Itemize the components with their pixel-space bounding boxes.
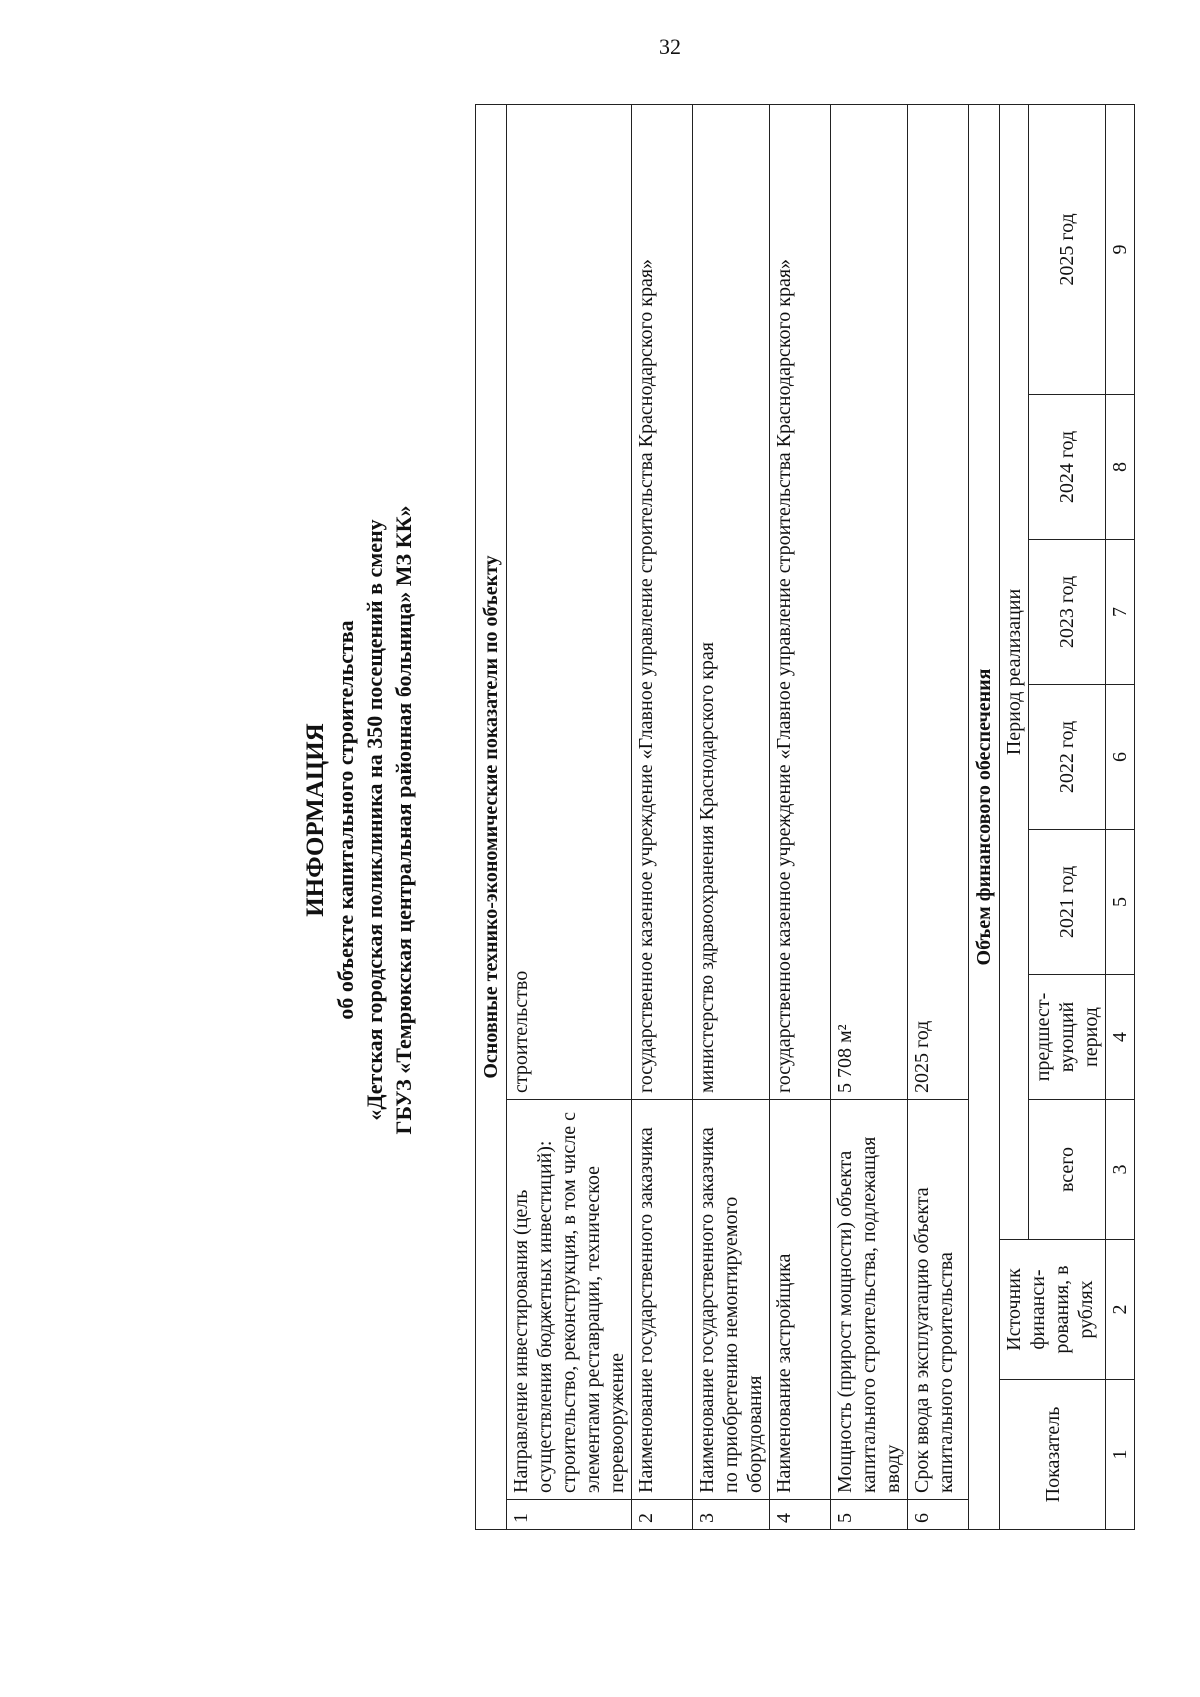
row-number: 4 [770, 1500, 831, 1530]
column-number: 9 [1106, 104, 1135, 394]
header-year-2025: 2025 год [1029, 104, 1106, 394]
column-number: 1 [1106, 1380, 1135, 1530]
document-title [300, 80, 450, 1560]
row-label: Наименование застройщика [770, 1100, 831, 1500]
row-number: 1 [507, 1500, 632, 1530]
title-line-3: ГБУЗ «Темрюкская центральная районная больница» МЗ КК» [391, 505, 416, 1135]
row-value: государственное казенное учреждение «Главное управление строительства Краснодарского края» [770, 104, 831, 1099]
column-number: 2 [1106, 1240, 1135, 1380]
column-number: 7 [1106, 540, 1135, 685]
table-row [908, 104, 969, 1529]
header-year-2021: 2021 год [1029, 830, 1106, 975]
column-number: 4 [1106, 975, 1135, 1100]
header-total: всего [1029, 1100, 1106, 1240]
page-number: 32 [659, 34, 681, 59]
header-year-2024: 2024 год [1029, 395, 1106, 540]
row-label: Наименование государственного заказчика по приобретению немонтируемого оборудования [693, 1100, 770, 1500]
row-label: Направление инвестирования (цель осуществления бюджетных инвестиций): строительство, реконструкция, в том числе с элементами реставрации, техническое перевооружение [507, 1100, 632, 1500]
row-number: 3 [693, 1500, 770, 1530]
header-source: Источник финанси-рования, в рублях [1000, 1240, 1106, 1380]
finance-header-row [1000, 104, 1029, 1529]
object-info-table [475, 104, 1135, 1530]
rotated-page-content [300, 80, 1131, 1560]
header-indicator: Показатель [1000, 1380, 1106, 1530]
table-row [770, 104, 831, 1529]
table-row [831, 104, 908, 1529]
column-number: 6 [1106, 685, 1135, 830]
row-label: Срок ввода в эксплуатацию объекта капитального строительства [908, 1100, 969, 1500]
section-title-indicators: Основные технико-экономические показатели по объекту [476, 104, 507, 1529]
header-previous-period: предшест-вующий период [1029, 975, 1106, 1100]
row-number: 6 [908, 1500, 969, 1530]
row-value: министерство здравоохранения Краснодарского края [693, 104, 770, 1099]
header-period: Период реализации [1000, 104, 1029, 1239]
title-line-1: об объекте капитального строительства [333, 620, 358, 1020]
row-value: 5 708 м² [831, 104, 908, 1099]
section-header-row [476, 104, 507, 1529]
row-label: Наименование государственного заказчика [632, 1100, 693, 1500]
row-label: Мощность (прирост мощности) объекта капитального строительства, подлежащая вводу [831, 1100, 908, 1500]
title-heading: ИНФОРМАЦИЯ [302, 723, 329, 917]
column-number: 5 [1106, 830, 1135, 975]
column-number: 8 [1106, 395, 1135, 540]
table-row [693, 104, 770, 1529]
row-value: строительство [507, 104, 632, 1099]
row-number: 5 [831, 1500, 908, 1530]
column-number: 3 [1106, 1100, 1135, 1240]
table-row [507, 104, 632, 1529]
header-year-2022: 2022 год [1029, 685, 1106, 830]
table-row [632, 104, 693, 1529]
section-header-row [969, 104, 1000, 1529]
row-number: 2 [632, 1500, 693, 1530]
column-numbers-row [1106, 104, 1135, 1529]
row-value: государственное казенное учреждение «Главное управление строительства Краснодарского края» [632, 104, 693, 1099]
row-value: 2025 год [908, 104, 969, 1099]
section-title-financing: Объем финансового обеспечения [969, 104, 1000, 1529]
header-year-2023: 2023 год [1029, 540, 1106, 685]
title-line-2: «Детская городская поликлиника на 350 посещений в смену [362, 519, 387, 1121]
